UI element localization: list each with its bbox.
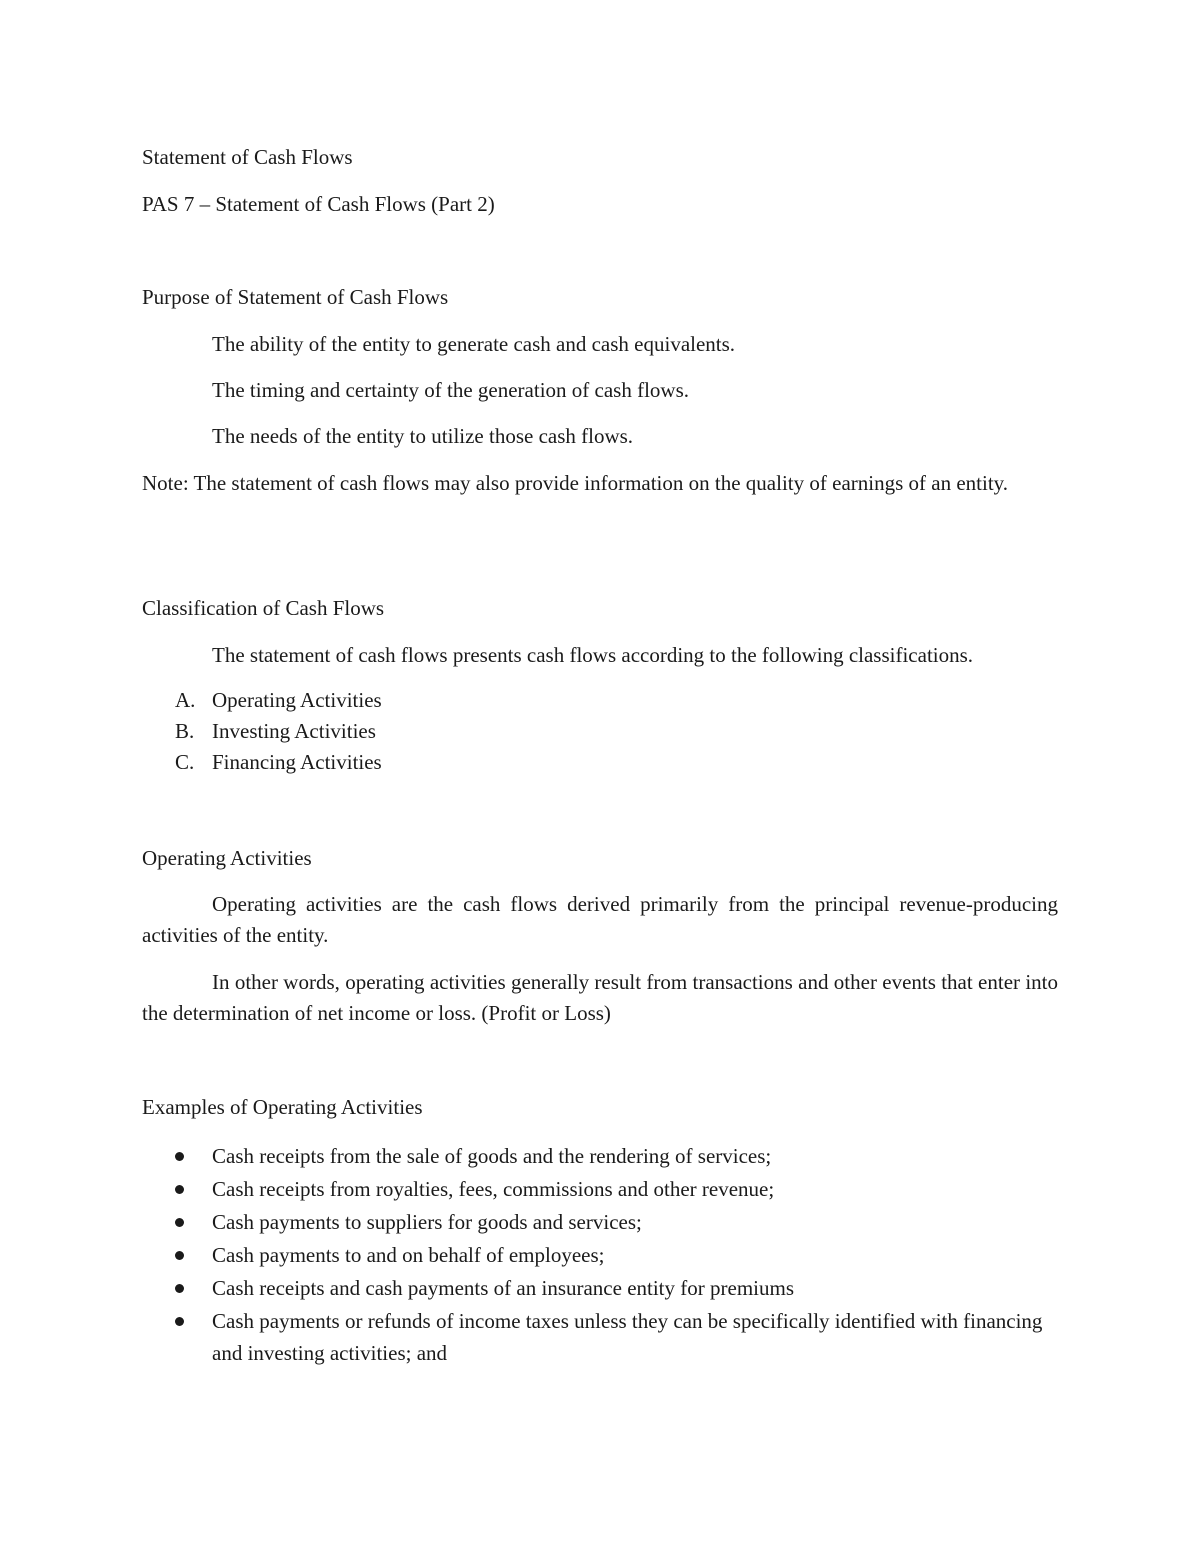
list-item-text: Cash receipts and cash payments of an insurance entity for premiums [212,1276,794,1300]
purpose-item: The needs of the entity to utilize those cash flows. [212,424,634,448]
list-item-label: Investing Activities [212,719,376,743]
list-item-text: Cash receipts from royalties, fees, commissions and other revenue; [212,1177,775,1201]
list-item [142,1272,1058,1304]
classification-list [142,685,1058,778]
list-item [142,747,1058,778]
purpose-heading: Purpose of Statement of Cash Flows [142,285,449,309]
bullet-icon [175,1185,184,1194]
list-item [142,1305,1058,1369]
list-marker: C. [175,750,195,774]
list-marker: A. [175,688,196,712]
bullet-icon [175,1251,184,1260]
classification-intro: The statement of cash flows presents cash flows according to the following classifications. [212,643,974,667]
list-item [142,1239,1058,1271]
purpose-item: The timing and certainty of the generation of cash flows. [212,378,690,402]
examples-list [142,1140,1058,1370]
list-item [142,716,1058,747]
bullet-icon [175,1152,184,1161]
list-item [142,1140,1058,1172]
bullet-icon [175,1284,184,1293]
list-item-text: Cash payments to suppliers for goods and services; [212,1210,642,1234]
purpose-note: Note: The statement of cash flows may also provide information on the quality of earnings of an entity. [142,471,1009,495]
list-marker: B. [175,719,195,743]
list-item [142,1206,1058,1238]
list-item-label: Operating Activities [212,688,382,712]
list-item [142,1173,1058,1205]
examples-heading: Examples of Operating Activities [142,1095,423,1119]
classification-heading: Classification of Cash Flows [142,596,385,620]
document-title: Statement of Cash Flows [142,145,353,169]
document-subtitle: PAS 7 – Statement of Cash Flows (Part 2) [142,192,495,216]
operating-paragraph: In other words, operating activities generally result from transactions and other events that enter into the determination of net income or loss. (Profit or Loss) [142,970,1058,1025]
list-item [142,685,1058,716]
list-item-text: Cash payments or refunds of income taxes unless they can be specifically identified with financing and investing activities; and [212,1309,1043,1365]
list-item-text: Cash payments to and on behalf of employees; [212,1243,605,1267]
list-item-label: Financing Activities [212,750,382,774]
bullet-icon [175,1218,184,1227]
bullet-icon [175,1317,184,1326]
list-item-text: Cash receipts from the sale of goods and the rendering of services; [212,1144,772,1168]
purpose-item: The ability of the entity to generate cash and cash equivalents. [212,332,736,356]
operating-paragraph: Operating activities are the cash flows derived primarily from the principal revenue-producing activities of the entity. [142,892,1058,947]
operating-heading: Operating Activities [142,846,312,870]
